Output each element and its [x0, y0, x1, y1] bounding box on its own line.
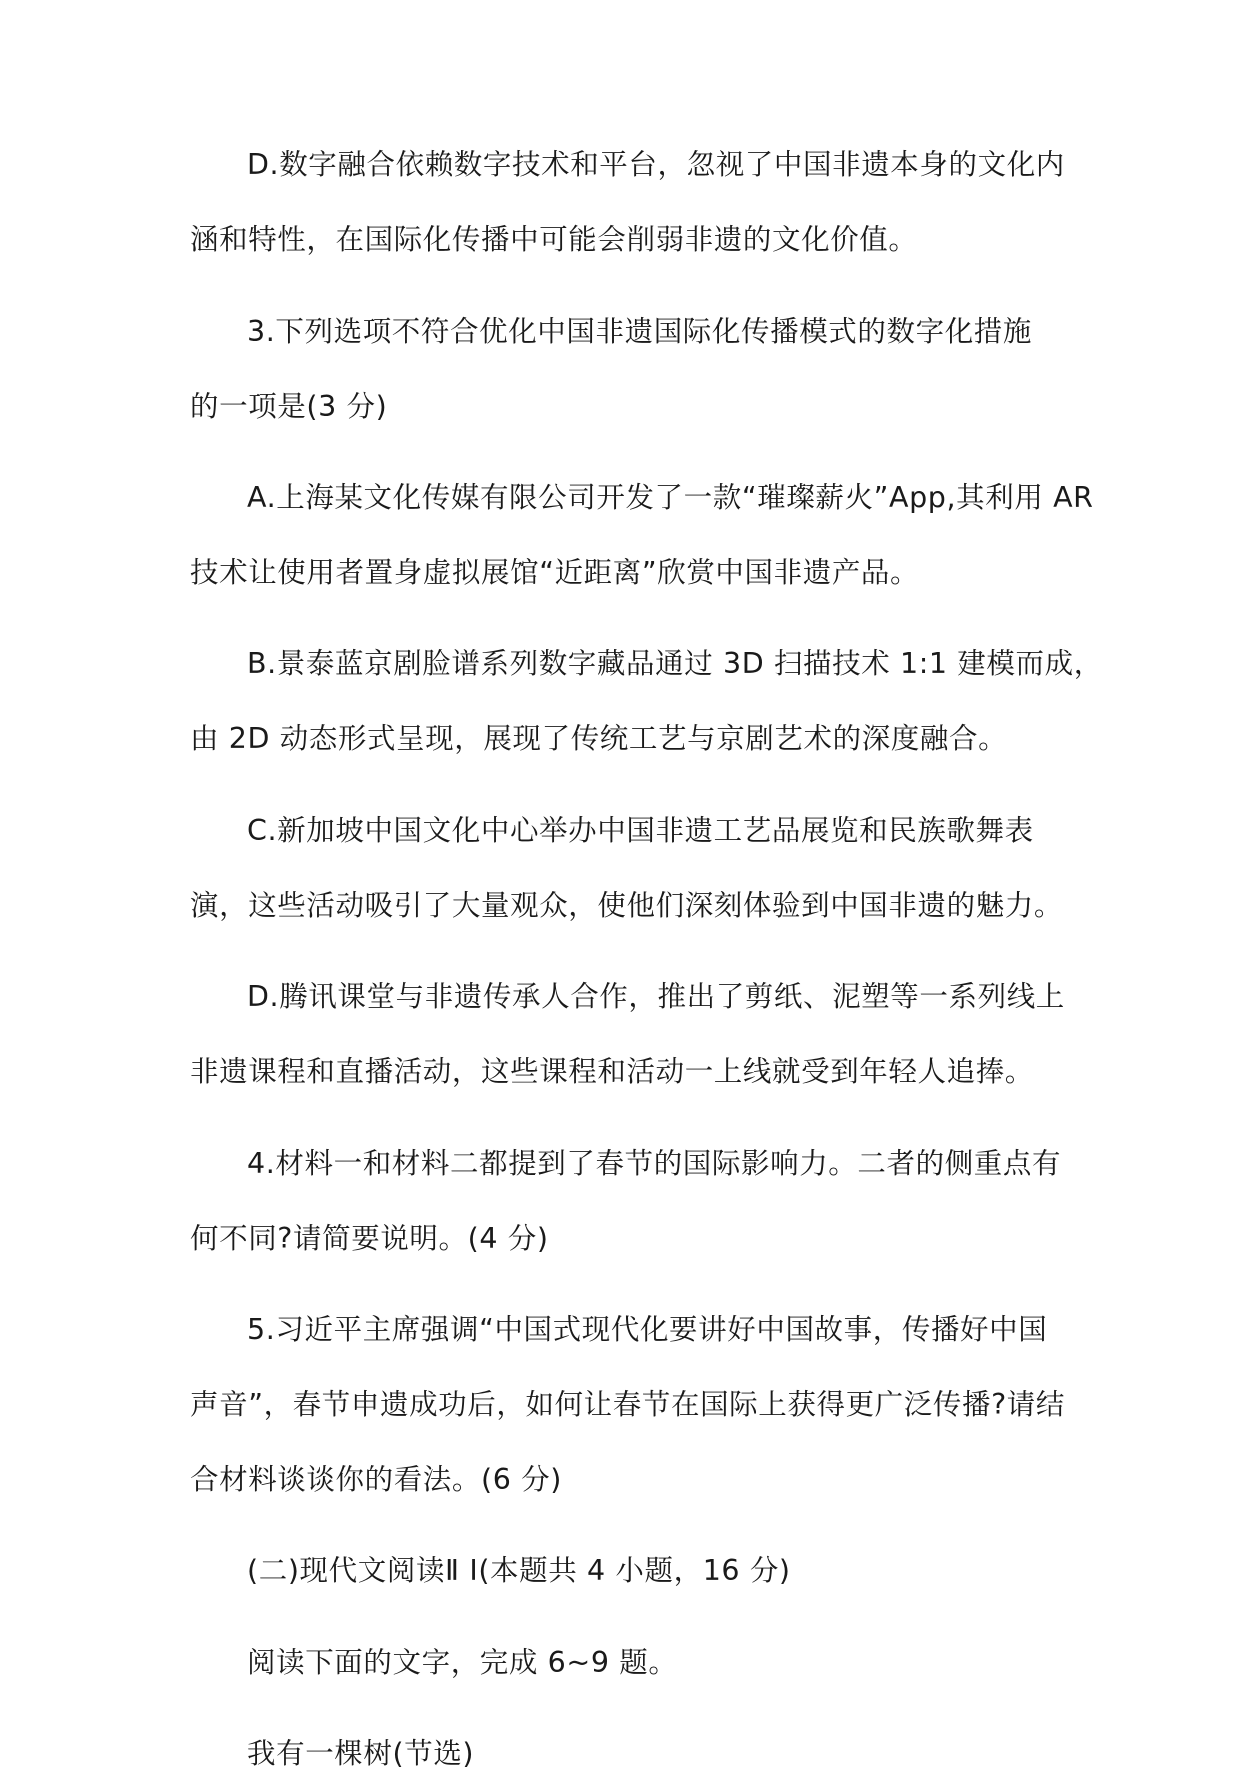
paragraph-line: 3.下列选项不符合优化中国非遗国际化传播模式的数字化措施 — [247, 315, 1032, 348]
paragraph-line: 技术让使用者置身虚拟展馆“近距离”欣赏中国非遗产品。 — [190, 556, 920, 589]
paragraph-line: 声音”，春节申遗成功后，如何让春节在国际上获得更广泛传播?请结 — [190, 1388, 1065, 1421]
paragraph-line: 合材料谈谈你的看法。(6 分) — [190, 1463, 562, 1496]
paragraph-line: D.腾讯课堂与非遗传承人合作，推出了剪纸、泥塑等一系列线上 — [247, 980, 1065, 1013]
paragraph-line: 涵和特性，在国际化传播中可能会削弱非遗的文化价值。 — [190, 223, 918, 256]
paragraph-line: 何不同?请简要说明。(4 分) — [190, 1222, 549, 1255]
passage-title: 我有一棵树(节选) — [247, 1737, 475, 1770]
paragraph-line: 演，这些活动吸引了大量观众，使他们深刻体验到中国非遗的魅力。 — [190, 889, 1064, 922]
paragraph-line: 由 2D 动态形式呈现，展现了传统工艺与京剧艺术的深度融合。 — [190, 722, 1008, 755]
paragraph-line: D.数字融合依赖数字技术和平台，忽视了中国非遗本身的文化内 — [247, 148, 1065, 181]
paragraph-line: B.景泰蓝京剧脸谱系列数字藏品通过 3D 扫描技术 1:1 建模而成， — [247, 647, 1103, 680]
instruction-line: 阅读下面的文字，完成 6~9 题。 — [247, 1646, 678, 1679]
paragraph-line: 4.材料一和材料二都提到了春节的国际影响力。二者的侧重点有 — [247, 1147, 1062, 1180]
paragraph-line: 的一项是(3 分) — [190, 390, 388, 423]
paragraph-line: A.上海某文化传媒有限公司开发了一款“璀璨薪火”App,其利用 AR — [247, 481, 1094, 514]
paragraph-line: 5.习近平主席强调“中国式现代化要讲好中国故事，传播好中国 — [247, 1313, 1048, 1346]
section-heading: (二)现代文阅读Ⅱ I(本题共 4 小题，16 分) — [247, 1554, 791, 1587]
paragraph-line: 非遗课程和直播活动，这些课程和活动一上线就受到年轻人追捧。 — [190, 1055, 1034, 1088]
paragraph-line: C.新加坡中国文化中心举办中国非遗工艺品展览和民族歌舞表 — [247, 814, 1034, 847]
